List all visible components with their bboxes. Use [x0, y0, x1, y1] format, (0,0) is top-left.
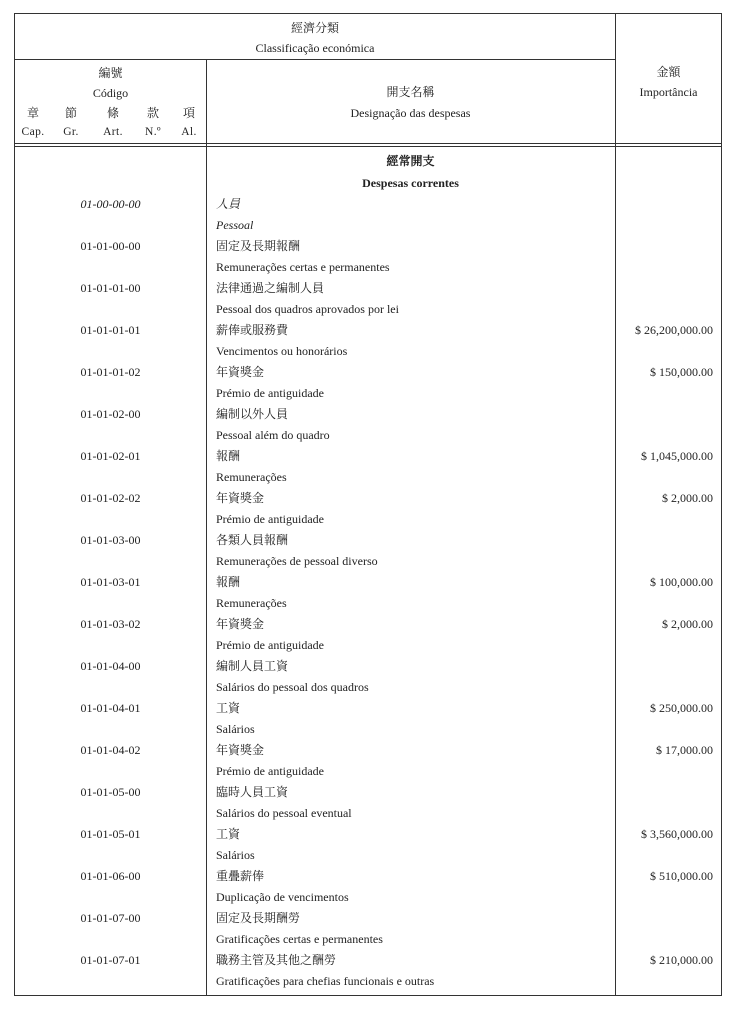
row-code: 01-00-00-00	[80, 197, 141, 211]
row-designation-zh: 職務主管及其他之酬勞	[216, 953, 337, 967]
row-designation-zh: 工資	[216, 701, 241, 715]
row-designation-pt: Gratificações certas e permanentes	[216, 932, 383, 946]
amount-title-zh: 金額	[656, 65, 681, 79]
amount-title-pt: Importância	[639, 85, 698, 99]
designation-left-divider	[206, 59, 207, 996]
economic-header-divider	[15, 59, 615, 60]
row-designation-pt: Pessoal	[216, 218, 254, 232]
row-designation-zh: 編制以外人員	[216, 407, 289, 421]
sub-no-zh: 款	[146, 106, 159, 120]
sub-gr-pt: Gr.	[63, 126, 79, 138]
row-amount: $ 2,000.00	[662, 491, 713, 505]
row-designation-zh: 編制人員工資	[216, 659, 289, 673]
row-code: 01-01-00-00	[80, 239, 141, 253]
row-amount: $ 250,000.00	[650, 701, 713, 715]
code-title-pt: Código	[92, 86, 129, 100]
row-code: 01-01-05-00	[80, 785, 141, 799]
row-amount: $ 1,045,000.00	[641, 449, 713, 463]
section-title-zh: 經常開支	[386, 154, 435, 168]
row-designation-zh: 報酬	[216, 575, 241, 589]
row-code: 01-01-03-00	[80, 533, 141, 547]
row-code: 01-01-02-00	[80, 407, 141, 421]
row-designation-zh: 年資獎金	[216, 617, 265, 631]
row-amount: $ 100,000.00	[650, 575, 713, 589]
sub-al-pt: Al.	[181, 126, 197, 138]
sub-cap-zh: 章	[26, 106, 39, 120]
row-code: 01-01-07-01	[80, 953, 141, 967]
row-designation-pt: Remunerações de pessoal diverso	[216, 554, 378, 568]
row-amount: $ 2,000.00	[662, 617, 713, 631]
row-amount: $ 210,000.00	[650, 953, 713, 967]
row-designation-pt: Duplicação de vencimentos	[216, 890, 349, 904]
row-code: 01-01-03-01	[80, 575, 141, 589]
row-designation-pt: Salários	[216, 848, 255, 862]
header-bottom-divider	[15, 143, 722, 144]
row-amount: $ 150,000.00	[650, 365, 713, 379]
row-designation-zh: 年資獎金	[216, 365, 265, 379]
row-code: 01-01-03-02	[80, 617, 141, 631]
row-designation-zh: 重疊薪俸	[216, 869, 265, 883]
row-designation-zh: 人員	[216, 197, 241, 211]
row-designation-zh: 年資獎金	[216, 491, 265, 505]
header-bottom-divider-2	[15, 146, 722, 147]
row-code: 01-01-05-01	[80, 827, 141, 841]
row-designation-pt: Salários	[216, 722, 255, 736]
code-title-zh: 編號	[98, 66, 123, 80]
row-designation-zh: 薪俸或服務費	[216, 323, 289, 337]
row-designation-pt: Prémio de antiguidade	[216, 512, 324, 526]
row-amount: $ 510,000.00	[650, 869, 713, 883]
row-designation-pt: Prémio de antiguidade	[216, 638, 324, 652]
row-code: 01-01-04-00	[80, 659, 141, 673]
sub-gr-zh: 節	[64, 106, 77, 120]
row-code: 01-01-02-01	[80, 449, 141, 463]
row-designation-pt: Remunerações	[216, 470, 287, 484]
row-designation-pt: Pessoal dos quadros aprovados por lei	[216, 302, 399, 316]
sub-art-zh: 條	[106, 106, 119, 120]
sub-al-zh: 項	[182, 106, 195, 120]
row-designation-pt: Prémio de antiguidade	[216, 764, 324, 778]
row-code: 01-01-01-02	[80, 365, 141, 379]
section-title-pt: Despesas correntes	[362, 176, 459, 190]
amount-left-divider	[615, 14, 616, 996]
row-code: 01-01-01-01	[80, 323, 141, 337]
row-amount: $ 26,200,000.00	[635, 323, 713, 337]
row-designation-zh: 固定及長期報酬	[216, 239, 301, 253]
row-designation-zh: 報酬	[216, 449, 241, 463]
row-designation-zh: 臨時人員工資	[216, 785, 289, 799]
row-designation-pt: Remunerações certas e permanentes	[216, 260, 390, 274]
row-code: 01-01-07-00	[80, 911, 141, 925]
budget-table	[14, 13, 722, 996]
sub-no-pt: N.º	[145, 126, 161, 138]
row-designation-pt: Prémio de antiguidade	[216, 386, 324, 400]
row-designation-zh: 年資獎金	[216, 743, 265, 757]
row-code: 01-01-06-00	[80, 869, 141, 883]
row-code: 01-01-01-00	[80, 281, 141, 295]
row-amount: $ 17,000.00	[656, 743, 713, 757]
row-designation-zh: 法律通過之編制人員	[216, 281, 325, 295]
row-code: 01-01-04-02	[80, 743, 141, 757]
row-designation-pt: Pessoal além do quadro	[216, 428, 330, 442]
row-code: 01-01-02-02	[80, 491, 141, 505]
economic-title-zh: 經濟分類	[290, 21, 339, 35]
row-designation-pt: Gratificações para chefias funcionais e outras	[216, 974, 435, 988]
economic-title-pt: Classificação económica	[255, 41, 375, 55]
row-designation-zh: 各類人員報酬	[216, 533, 289, 547]
row-designation-pt: Salários do pessoal dos quadros	[216, 680, 369, 694]
row-designation-pt: Salários do pessoal eventual	[216, 806, 352, 820]
sub-cap-pt: Cap.	[21, 126, 45, 138]
row-amount: $ 3,560,000.00	[641, 827, 713, 841]
row-designation-pt: Vencimentos ou honorários	[216, 344, 348, 358]
row-designation-zh: 固定及長期酬勞	[216, 911, 301, 925]
sub-art-pt: Art.	[103, 126, 123, 138]
row-designation-zh: 工資	[216, 827, 241, 841]
designation-title-zh: 開支名稱	[386, 85, 435, 99]
row-designation-pt: Remunerações	[216, 596, 287, 610]
designation-title-pt: Designação das despesas	[350, 106, 471, 120]
row-code: 01-01-04-01	[80, 701, 141, 715]
